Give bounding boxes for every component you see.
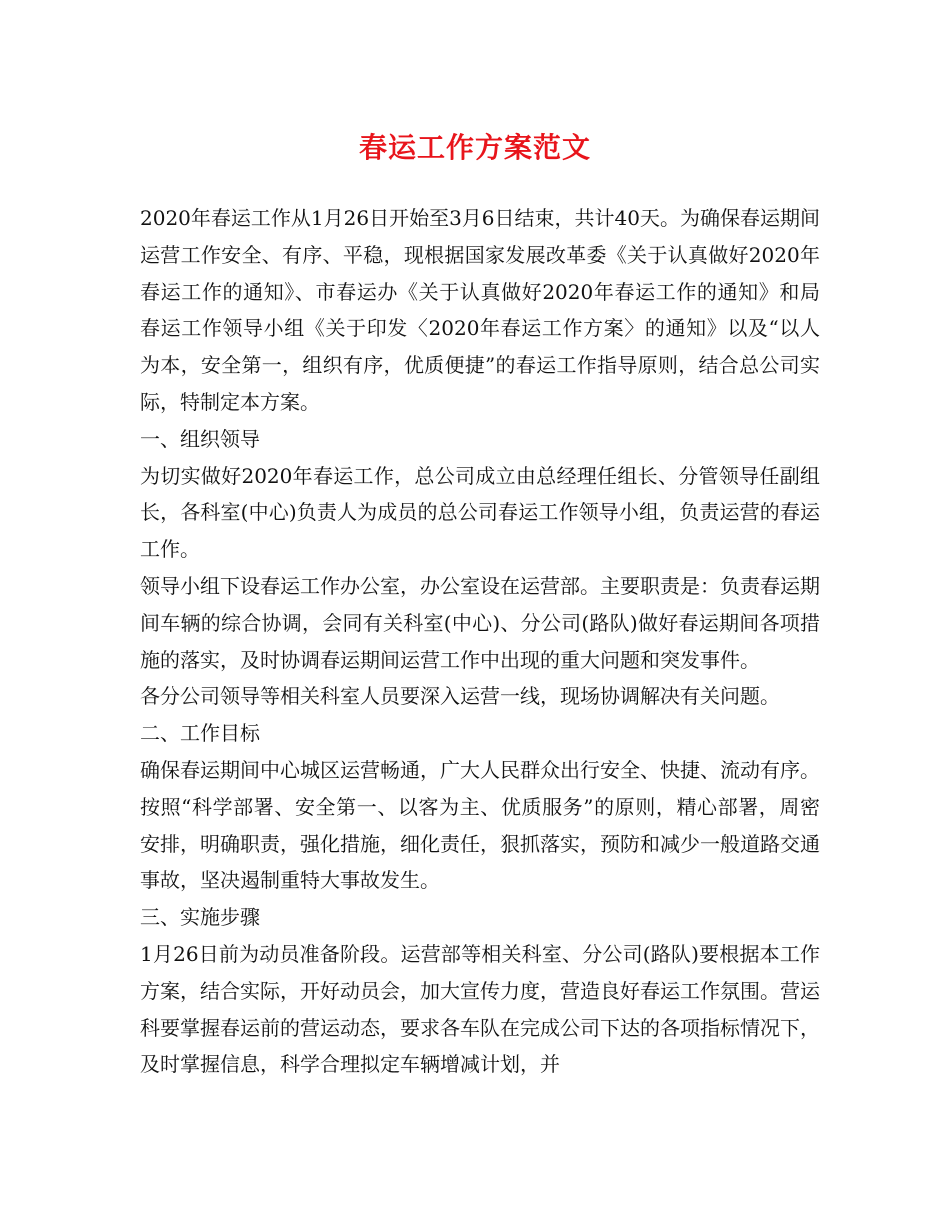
office-duties-paragraph: 领导小组下设春运工作办公室，办公室设在运营部。主要职责是：负责春运期间车辆的综合协调，会同有关科室(中心)、分公司(路队)做好春运期间各项措施的落实，及时协调春运期间运营工作中出现的重大问题和突发事件。 [140, 573, 820, 672]
goals-paragraph: 确保春运期间中心城区运营畅通，广大人民群众出行安全、快捷、流动有序。按照“科学部署、安全第一、以客为主、优质服务”的原则，精心部署，周密安排，明确职责，强化措施，细化责任，狠抓落实，预防和减少一般道路交通事故，坚决遏制重特大事故发生。 [140, 757, 820, 893]
organization-paragraph: 为切实做好2020年春运工作，总公司成立由总经理任组长、分管领导任副组长，各科室(中心)负责人为成员的总公司春运工作领导小组，负责运营的春运工作。 [140, 463, 820, 562]
section-heading-organization: 一、组织领导 [140, 426, 260, 451]
document-title: 春运工作方案范文 [358, 131, 591, 164]
section-heading-steps: 三、实施步骤 [140, 905, 260, 930]
steps-paragraph: 1月26日前为动员准备阶段。运营部等相关科室、分公司(路队)要根据本工作方案，结合实际，开好动员会，加大宣传力度，营造良好春运工作氛围。营运科要掌握春运前的营运动态，要求各车队在完成公司下达的各项指标情况下，及时掌握信息，科学合理拟定车辆增减计划，并 [140, 941, 820, 1077]
branch-leaders-paragraph: 各分公司领导等相关科室人员要深入运营一线，现场协调解决有关问题。 [140, 684, 780, 709]
intro-paragraph: 2020年春运工作从1月26日开始至3月6日结束，共计40天。为确保春运期间运营工作安全、有序、平稳，现根据国家发展改革委《关于认真做好2020年春运工作的通知》、市春运办《关于认真做好2020年春运工作的通知》和局春运工作领导小组《关于印发〈2020年春运工作方案〉的通知》以及“以人为本，安全第一，组织有序，优质便捷”的春运工作指导原则，结合总公司实际，特制定本方案。 [140, 206, 820, 414]
document-body [140, 200, 820, 1083]
section-heading-goals: 二、工作目标 [140, 721, 260, 746]
